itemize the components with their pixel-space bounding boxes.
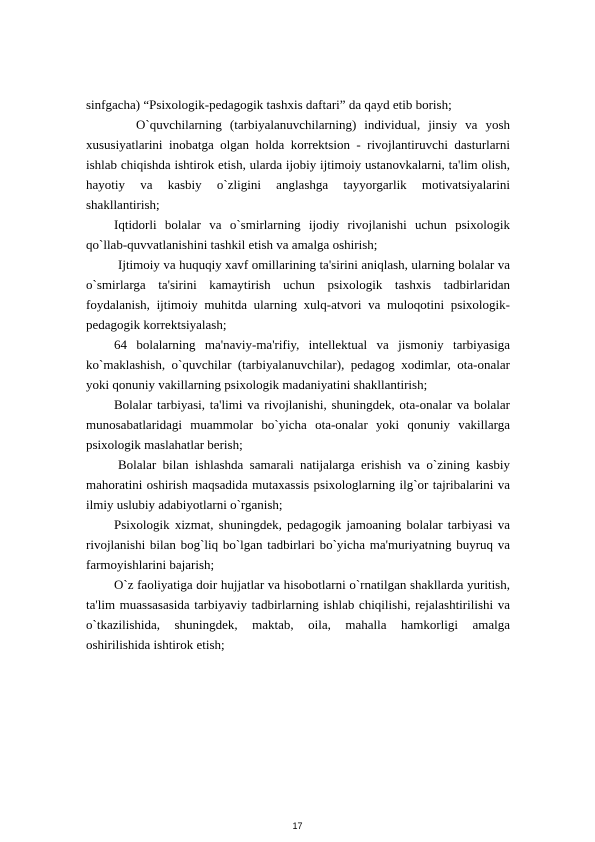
paragraph-risk-factors: Ijtimoiy va huquqiy xavf omillarining ta'sirini aniqlash, ularning bolalar va o`smirlarga ta'sirini kamaytirish uchun psixologik tashxis tadbirlaridan foydalanish, ijtimoiy muhitda ularning xulq-atvori va muloqotini psixologik-pedagogik korrektsiyalash;	[86, 257, 510, 332]
paragraph-continuation: sinfgacha) “Psixologik-pedagogik tashxis daftari” da qayd etib borish;	[86, 97, 452, 112]
paragraph-individual-programs: O`quvchilarning (tarbiyalanuvchilarning) individual, jinsiy va yosh xususiyatlarini inobatga olgan holda korrektsion - rivojlantiruvchi dasturlarni ishlab chiqishda ishtirok etish, ularda ijobiy ijtimoiy ustanovkalarni, ta'lim olish, hayotiy va kasbiy o`zligini anglashga tayyorgarlik motivatsiyalarini shakllantirish;	[86, 117, 510, 212]
paragraph-documentation: O`z faoliyatiga doir hujjatlar va hisobotlarni o`rnatilgan shakllarda yuritish, ta'lim muassasasida tarbiyaviy tadbirlarning ishlab chiqilishi, rejalashtirilishi va o`tkazilishida, shuningdek, maktab, oila, mahalla hamkorligi amalga oshirilishida ishtirok etish;	[86, 577, 510, 652]
paragraph-gifted-support: Iqtidorli bolalar va o`smirlarning ijodiy rivojlanishi uchun psixologik qo`llab-quvvatlanishini tashkil etish va amalga oshirish;	[86, 217, 510, 252]
paragraph-administration-orders: Psixologik xizmat, shuningdek, pedagogik jamoaning bolalar tarbiyasi va rivojlanishi bilan bog`liq bo`lgan tadbirlari bo`yicha ma'muriyatning buyruq va farmoyishlarini bajarish;	[86, 517, 510, 572]
paragraph-parent-consulting: Bolalar tarbiyasi, ta'limi va rivojlanishi, shuningdek, ota-onalar va bolalar munosabatlaridagi muammolar bo`yicha ota-onalar yoki qonuniy vakillarga psixologik maslahatlar berish;	[86, 397, 510, 452]
page-number: 17	[292, 821, 303, 831]
paragraph-moral-education: 64 bolalarning ma'naviy-ma'rifiy, intellektual va jismoniy tarbiyasiga ko`maklashish, o`quvchilar (tarbiyalanuvchilar), pedagog xodimlar, ota-onalar yoki qonuniy vakillarning psixologik madaniyatini shakllantirish;	[86, 337, 510, 392]
paragraph-professional-growth: Bolalar bilan ishlashda samarali natijalarga erishish va o`zining kasbiy mahoratini oshirish maqsadida mutaxassis psixologlarning ilg`or tajribalarini va ilmiy uslubiy adabiyotlarni o`rganish;	[86, 457, 510, 512]
document-page	[86, 95, 510, 655]
